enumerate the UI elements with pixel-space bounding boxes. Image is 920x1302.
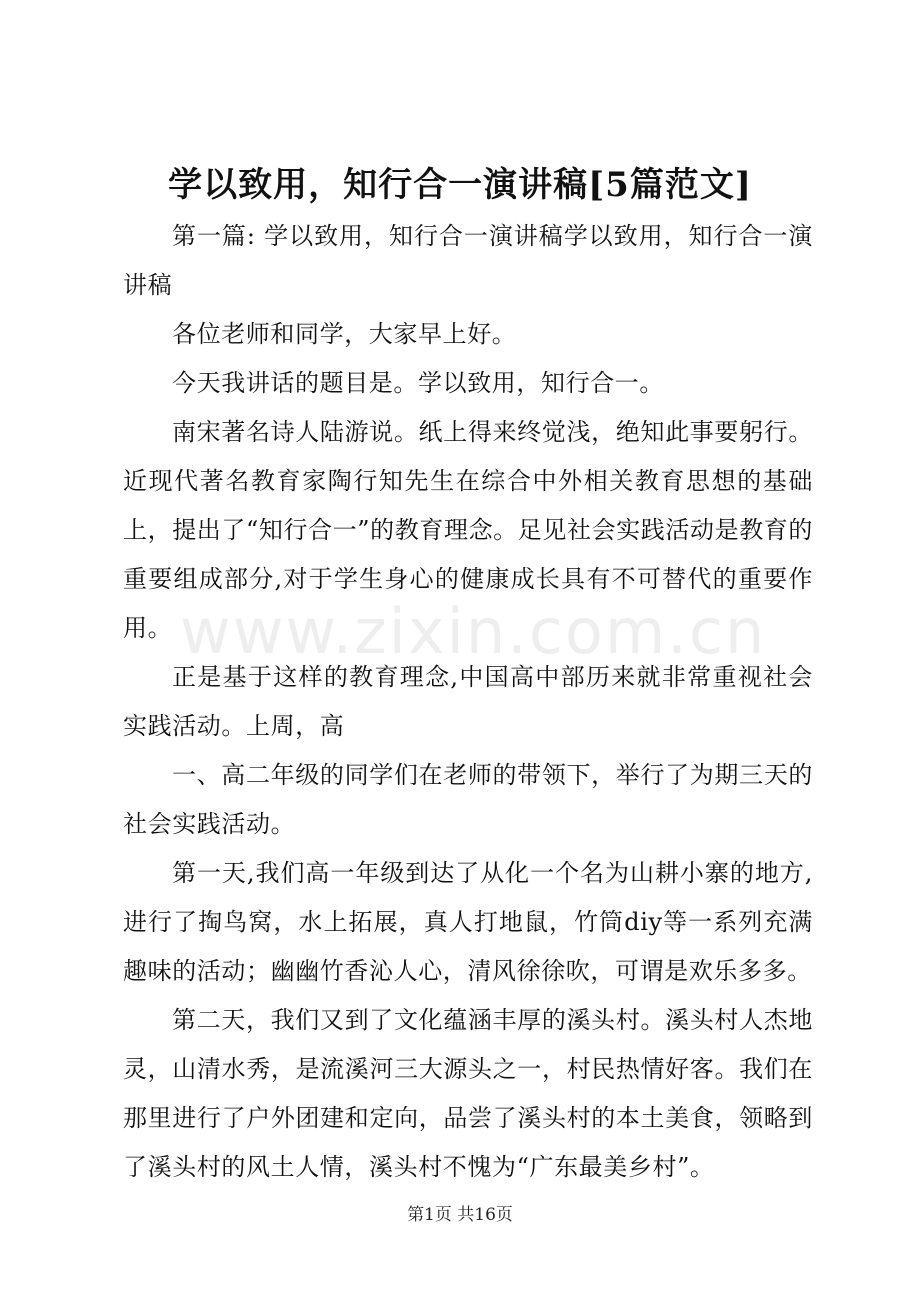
document-body — [123, 212, 813, 1192]
paragraph-2: 各位老师和同学，大家早上好。 — [172, 320, 517, 348]
paragraph-3: 今天我讲话的题目是。学以致用，知行合一。 — [172, 369, 664, 397]
document-title: 学以致用，知行合一演讲稿[5篇范文] — [168, 165, 752, 205]
paragraph-7: 第一天,我们高一年级到达了从化一个名为山耕小寨的地方,进行了掏鸟窝，水上拓展，真人打地鼠，竹筒diy等一系列充满趣味的活动；幽幽竹香沁人心，清风徐徐吹，可谓是欢乐多多。 — [123, 859, 813, 985]
paragraph-6: 一、高二年级的同学们在老师的带领下，举行了为期三天的社会实践活动。 — [123, 761, 813, 838]
paragraph-1: 第一篇: 学以致用，知行合一演讲稿学以致用，知行合一演讲稿 — [123, 222, 813, 299]
watermark: www.zixin.com.cn — [180, 595, 767, 668]
paragraph-5: 正是基于这样的教育理念,中国高中部历来就非常重视社会实践活动。上周，高 — [123, 663, 813, 740]
page-footer: 第1页 共16页 — [407, 1205, 513, 1225]
paragraph-4: 南宋著名诗人陆游说。纸上得来终觉浅，绝知此事要躬行。近现代著名教育家陶行知先生在综合中外相关教育思想的基础上，提出了“知行合一”的教育理念。足见社会实践活动是教育的重要组成部分,对于学生身心的健康成长具有不可替代的重要作用。 — [123, 418, 813, 642]
paragraph-8: 第二天，我们又到了文化蕴涵丰厚的溪头村。溪头村人杰地灵，山清水秀，是流溪河三大源头之一，村民热情好客。我们在那里进行了户外团建和定向，品尝了溪头村的本土美食，领略到了溪头村的风土人情，溪头村不愧为“广东最美乡村”。 — [123, 1006, 813, 1181]
